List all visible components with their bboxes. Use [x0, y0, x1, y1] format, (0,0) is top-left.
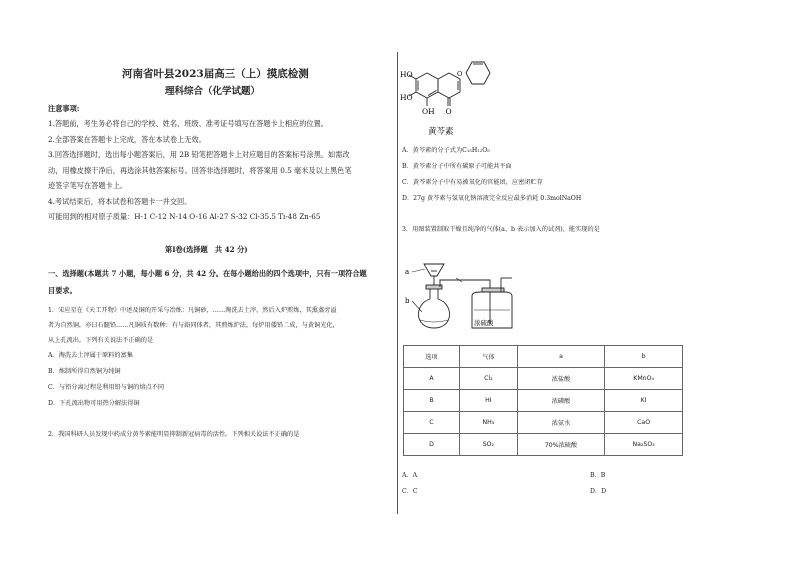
- table-row: [404, 412, 683, 434]
- q2-option: A．黄芩素的分子式为C₁₅H₁₂O₅: [402, 147, 490, 154]
- table-cell: Na₂SO₃: [605, 434, 683, 456]
- table-cell: 浓氨水: [517, 412, 604, 434]
- table-header-cell: a: [517, 346, 604, 368]
- q2-option: B．黄芩素分子中所有碳原子可能共平面: [402, 163, 512, 170]
- q1-option: D．下孔流出物可用热分解法得铜: [48, 400, 140, 407]
- section-intro: 一、选择题(本题共 7 小题，每小题 6 分，共 42 分。在每小题给出的四个选项中，只有一项符合题: [48, 269, 367, 278]
- gas-apparatus-diagram: [400, 244, 540, 334]
- table-header-cell: 气体: [459, 346, 517, 368]
- notice-line: 2.全部答案在答题卡上完成，答在本试卷上无效。: [48, 135, 206, 144]
- table-cell: D: [404, 434, 460, 456]
- table-row: [404, 368, 683, 390]
- ring-oxygen-label: O: [457, 70, 463, 78]
- table-cell: KMnO₄: [605, 368, 683, 390]
- baicalein-structure: [400, 56, 510, 140]
- table-cell: CaO: [605, 412, 683, 434]
- q2-stem: 2．我国科研人员发现中药成分黄芩素能明显抑制新冠病毒的活性。下列相关说法不正确的是: [48, 431, 300, 438]
- table-header-row: [404, 346, 683, 368]
- q3-answer: C．C: [402, 488, 418, 495]
- notice-line: 4.考试结束后，将本试卷和答题卡一并交回。: [48, 197, 192, 206]
- table-cell: 浓盐酸: [517, 368, 604, 390]
- page-subtitle: 理科综合（化学试题）: [165, 86, 261, 97]
- table-cell: 浓磷酸: [517, 390, 604, 412]
- table-cell: 70%浓硫酸: [517, 434, 604, 456]
- q1-option: C．与铅分离过程是利用铅与铜的熔点不同: [48, 384, 165, 391]
- table-cell: Cl₂: [459, 368, 517, 390]
- q1-stem: 1．宋应星在《天工开物》中述及铜的开采与冶炼：凡铜砂，……淘洗去土滓，然后入炉煎炼，其熏蒸旁溢: [48, 307, 337, 314]
- q1-option: B．炼制所得自然铜为纯铜: [48, 368, 121, 375]
- substituent-label: O: [445, 107, 452, 116]
- q1-stem: 从上孔流出。下列有关说法不正确的是: [48, 337, 154, 344]
- conc-sulfuric-label: 浓硫酸: [474, 319, 494, 327]
- table-row: [404, 390, 683, 412]
- molecule-name: 黄芩素: [428, 127, 454, 137]
- substituent-label: OH: [422, 107, 435, 116]
- q3-answer: D．D: [590, 488, 607, 495]
- options-table: [403, 345, 683, 456]
- notice-heading: 注意事项:: [48, 104, 80, 113]
- table-cell: HI: [459, 390, 517, 412]
- q3-answer: A．A: [402, 472, 418, 479]
- table-row: [404, 434, 683, 456]
- table-cell: KI: [605, 390, 683, 412]
- column-divider: [397, 52, 398, 514]
- table-cell: B: [404, 390, 460, 412]
- q2-option: C．黄芩素分子中有易被氧化的官能团，应密闭贮存: [402, 179, 543, 186]
- section-intro: 目要求。: [48, 286, 77, 295]
- q1-stem: 者为自然铜，亦曰石髓铅……凡铜质有数种：有与鉛同体者，其煎炼炉法，每炉用倭铅二成，与黄铜光化，: [48, 322, 339, 329]
- table-cell: C: [404, 412, 460, 434]
- substituent-label: HO: [400, 93, 413, 102]
- table-cell: SO₂: [459, 434, 517, 456]
- substituent-label: HO: [400, 70, 413, 79]
- q2-option: D．27g 黄芩素与氢氧化钠溶液完全反应最多消耗 0.3molNaOH: [402, 195, 582, 202]
- notice-line: 可能用到的相对原子质量：H-1 C-12 N-14 O-16 Al-27 S-32 Cl-35.5 Ti-48 Zn-65: [48, 212, 321, 221]
- page-title: 河南省叶县2023届高三（上）摸底检测: [122, 68, 309, 80]
- table-header-cell: 选项: [404, 346, 460, 368]
- reagent-b-label: b: [405, 297, 410, 305]
- notice-line: 3.回答选择题时，选出每小题答案后，用 2B 铅笔把答题卡上对应题目的答案标号涂黑。如需改: [48, 150, 350, 159]
- reagent-a-label: a: [405, 268, 410, 276]
- q3-answer: B．B: [590, 472, 606, 479]
- table-cell: A: [404, 368, 460, 390]
- table-header-cell: b: [605, 346, 683, 368]
- notice-line: 迹签字笔写在答题卡上。: [48, 181, 128, 190]
- q1-option: A．淘洗去土滓属于原料的富集: [48, 352, 133, 359]
- notice-line: 1.答题前，考生务必将自己的学校、姓名、班级、准考证号填写在答题卡上相应的位置。: [48, 119, 328, 128]
- q3-stem: 3．用图装置制取干燥且纯净的气体(a、b 表示加入的试剂)，能实现的是: [402, 226, 600, 233]
- notice-line: 动，用橡皮擦干净后，再选涂其他答案标号。回答非选择题时，将答案用 0.5 毫米及以上黑色笔: [48, 166, 352, 175]
- table-cell: NH₃: [459, 412, 517, 434]
- section-heading: 第Ⅰ卷(选择题 共 42 分): [165, 245, 248, 254]
